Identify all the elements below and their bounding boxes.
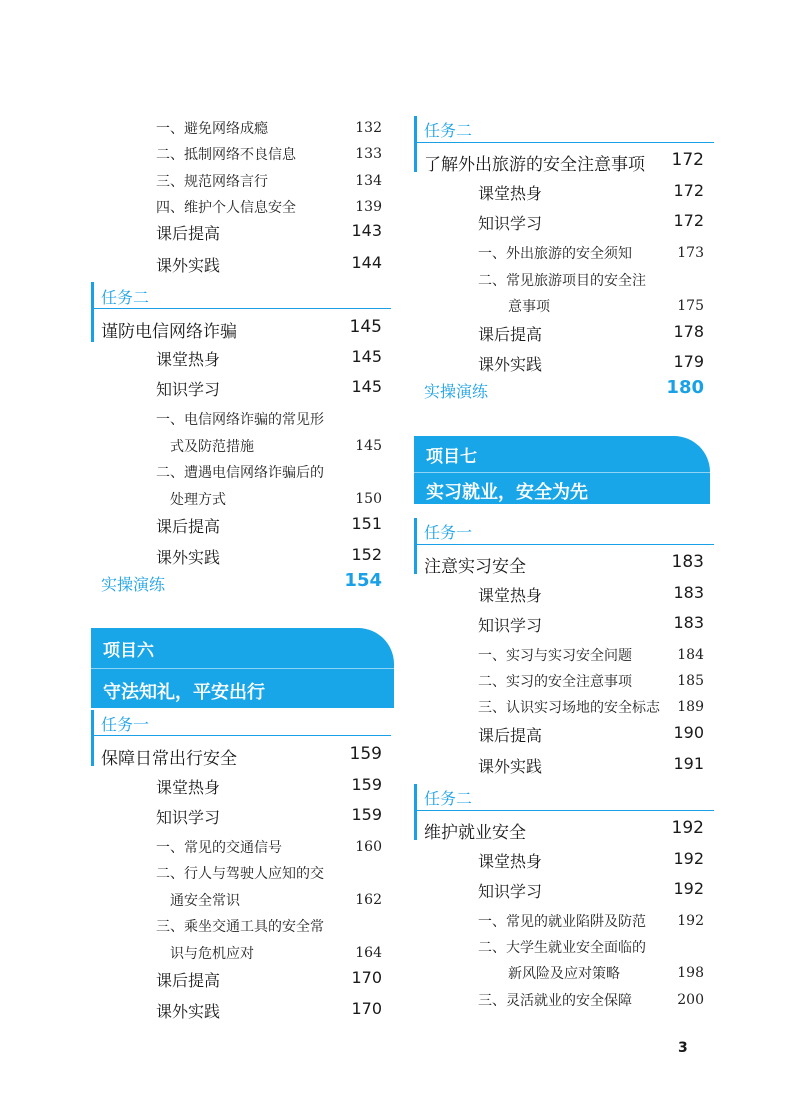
toc-entry[interactable]: 课堂热身: [478, 852, 543, 871]
toc-page: 198: [677, 965, 704, 981]
toc-page: 132: [355, 120, 382, 136]
toc-page: 145: [351, 377, 382, 396]
task-title[interactable]: 注意实习安全: [424, 557, 526, 577]
toc-entry[interactable]: 课外实践: [478, 355, 543, 374]
toc-page: 134: [355, 173, 382, 189]
toc-entry-cont: 意事项: [508, 299, 550, 315]
toc-page: 159: [351, 775, 382, 794]
task-label: 任务二: [424, 121, 473, 140]
task-title[interactable]: 谨防电信网络诈骗: [101, 322, 237, 342]
divider: [414, 810, 714, 811]
toc-page: 183: [671, 552, 704, 572]
task-marker: [414, 784, 417, 840]
toc-page: 192: [673, 849, 704, 868]
toc-entry-cont: 通安全常识: [170, 893, 240, 909]
project-title[interactable]: 实习就业，安全为先: [426, 482, 588, 503]
toc-entry-cont: 识与危机应对: [170, 946, 254, 962]
project-banner: [91, 628, 394, 708]
task-marker: [91, 282, 94, 342]
toc-entry[interactable]: 课堂热身: [156, 350, 221, 369]
toc-page: 145: [355, 438, 382, 454]
toc-page: 178: [673, 322, 704, 341]
toc-page: 173: [677, 245, 704, 261]
toc-page: 183: [673, 583, 704, 602]
toc-page: 183: [673, 613, 704, 632]
toc-entry-cont: 新风险及应对策略: [508, 966, 620, 982]
toc-page: 179: [673, 352, 704, 371]
toc-page: 145: [349, 317, 382, 337]
project-title[interactable]: 守法知礼，平安出行: [103, 682, 265, 703]
task-title[interactable]: 维护就业安全: [424, 823, 526, 843]
toc-entry[interactable]: 课后提高: [478, 325, 543, 344]
toc-entry[interactable]: 一、实习与实习安全问题: [478, 648, 632, 664]
toc-page: 190: [673, 723, 704, 742]
project-banner: [414, 436, 710, 504]
toc-page: 151: [351, 514, 382, 533]
project-number: 项目六: [103, 641, 154, 661]
toc-page: 191: [673, 754, 704, 773]
toc-page: 144: [351, 253, 382, 272]
task-label: 任务二: [101, 288, 150, 307]
toc-entry[interactable]: 一、外出旅游的安全须知: [478, 246, 632, 262]
task-marker: [91, 710, 94, 766]
toc-entry[interactable]: 三、灵活就业的安全保障: [478, 993, 632, 1009]
toc-page: 139: [355, 199, 382, 215]
task-label: 任务一: [424, 523, 473, 542]
toc-page: 192: [677, 913, 704, 929]
divider: [414, 142, 714, 143]
toc-page: 175: [677, 298, 704, 314]
toc-page: 145: [351, 347, 382, 366]
task-title[interactable]: 了解外出旅游的安全注意事项: [424, 155, 645, 175]
toc-page: 170: [351, 968, 382, 987]
page-number: 3: [678, 1040, 688, 1056]
toc-entry[interactable]: 一、常见的交通信号: [156, 840, 282, 856]
toc-entry[interactable]: 知识学习: [156, 808, 221, 827]
toc-page: 154: [344, 570, 382, 591]
toc-page: 152: [351, 545, 382, 564]
task-marker: [414, 518, 417, 574]
toc-entry[interactable]: 三、乘坐交通工具的安全常: [156, 919, 324, 935]
toc-page: 180: [666, 377, 704, 398]
toc-page: 192: [673, 879, 704, 898]
toc-entry[interactable]: 二、抵制网络不良信息: [156, 147, 296, 163]
toc-page: 172: [671, 150, 704, 170]
practice-entry[interactable]: 实操演练 180: [424, 377, 704, 401]
toc-page: 143: [351, 221, 382, 240]
divider: [91, 308, 391, 309]
toc-entry[interactable]: 课外实践: [156, 1002, 221, 1021]
toc-entry[interactable]: 二、实习的安全注意事项: [478, 674, 632, 690]
toc-entry[interactable]: 知识学习: [478, 214, 543, 233]
task-marker: [414, 116, 417, 172]
toc-page: 150: [355, 491, 382, 507]
toc-entry[interactable]: 课后提高: [478, 726, 543, 745]
toc-entry[interactable]: 二、行人与驾驶人应知的交: [156, 866, 324, 882]
toc-page: 172: [673, 211, 704, 230]
task-label: 任务一: [101, 715, 150, 734]
practice-entry[interactable]: 实操演练 154: [101, 570, 382, 594]
toc-entry[interactable]: 一、常见的就业陷阱及防范: [478, 914, 646, 930]
toc-page: 172: [673, 181, 704, 200]
toc-entry[interactable]: 一、电信网络诈骗的常见形: [156, 412, 324, 428]
toc-page: 160: [355, 839, 382, 855]
divider: [414, 472, 710, 473]
toc-page: 159: [351, 805, 382, 824]
toc-entry[interactable]: 课堂热身: [478, 184, 543, 203]
toc-entry[interactable]: 课后提高: [156, 971, 221, 990]
toc-entry[interactable]: 课堂热身: [478, 586, 543, 605]
toc-page: 164: [355, 945, 382, 961]
toc-entry[interactable]: 二、常见旅游项目的安全注: [478, 273, 646, 289]
toc-page: 184: [677, 647, 704, 663]
toc-entry[interactable]: 三、规范网络言行: [156, 174, 268, 190]
toc-entry[interactable]: 课外实践: [478, 757, 543, 776]
toc-entry[interactable]: 课堂热身: [156, 778, 221, 797]
toc-entry[interactable]: 课后提高: [156, 224, 221, 243]
toc-page: 200: [677, 992, 704, 1008]
toc-entry[interactable]: 知识学习: [156, 380, 221, 399]
toc-page: 170: [351, 999, 382, 1018]
toc-entry[interactable]: 知识学习: [478, 882, 543, 901]
toc-entry-cont: 式及防范措施: [170, 439, 254, 455]
task-title[interactable]: 保障日常出行安全: [101, 749, 237, 769]
divider: [91, 668, 394, 669]
toc-entry[interactable]: 知识学习: [478, 616, 543, 635]
toc-page: 133: [355, 146, 382, 162]
project-number: 项目七: [426, 447, 477, 467]
toc-page: 185: [677, 673, 704, 689]
divider: [414, 544, 714, 545]
toc-entry[interactable]: 二、大学生就业安全面临的: [478, 940, 646, 956]
toc-entry[interactable]: 课外实践: [156, 548, 221, 567]
toc-entry[interactable]: 二、遭遇电信网络诈骗后的: [156, 465, 324, 481]
divider: [91, 735, 391, 736]
toc-entry[interactable]: 三、认识实习场地的安全标志: [478, 700, 660, 716]
toc-entry-cont: 处理方式: [170, 492, 226, 508]
toc-entry[interactable]: 四、维护个人信息安全: [156, 200, 296, 216]
task-label: 任务二: [424, 789, 473, 808]
toc-entry[interactable]: 课后提高: [156, 517, 221, 536]
toc-page: 189: [677, 699, 704, 715]
toc-page: 192: [671, 818, 704, 838]
toc-entry[interactable]: 一、避免网络成瘾: [156, 121, 268, 137]
toc-page: 159: [349, 744, 382, 764]
toc-entry[interactable]: 课外实践: [156, 256, 221, 275]
toc-page: 162: [355, 892, 382, 908]
